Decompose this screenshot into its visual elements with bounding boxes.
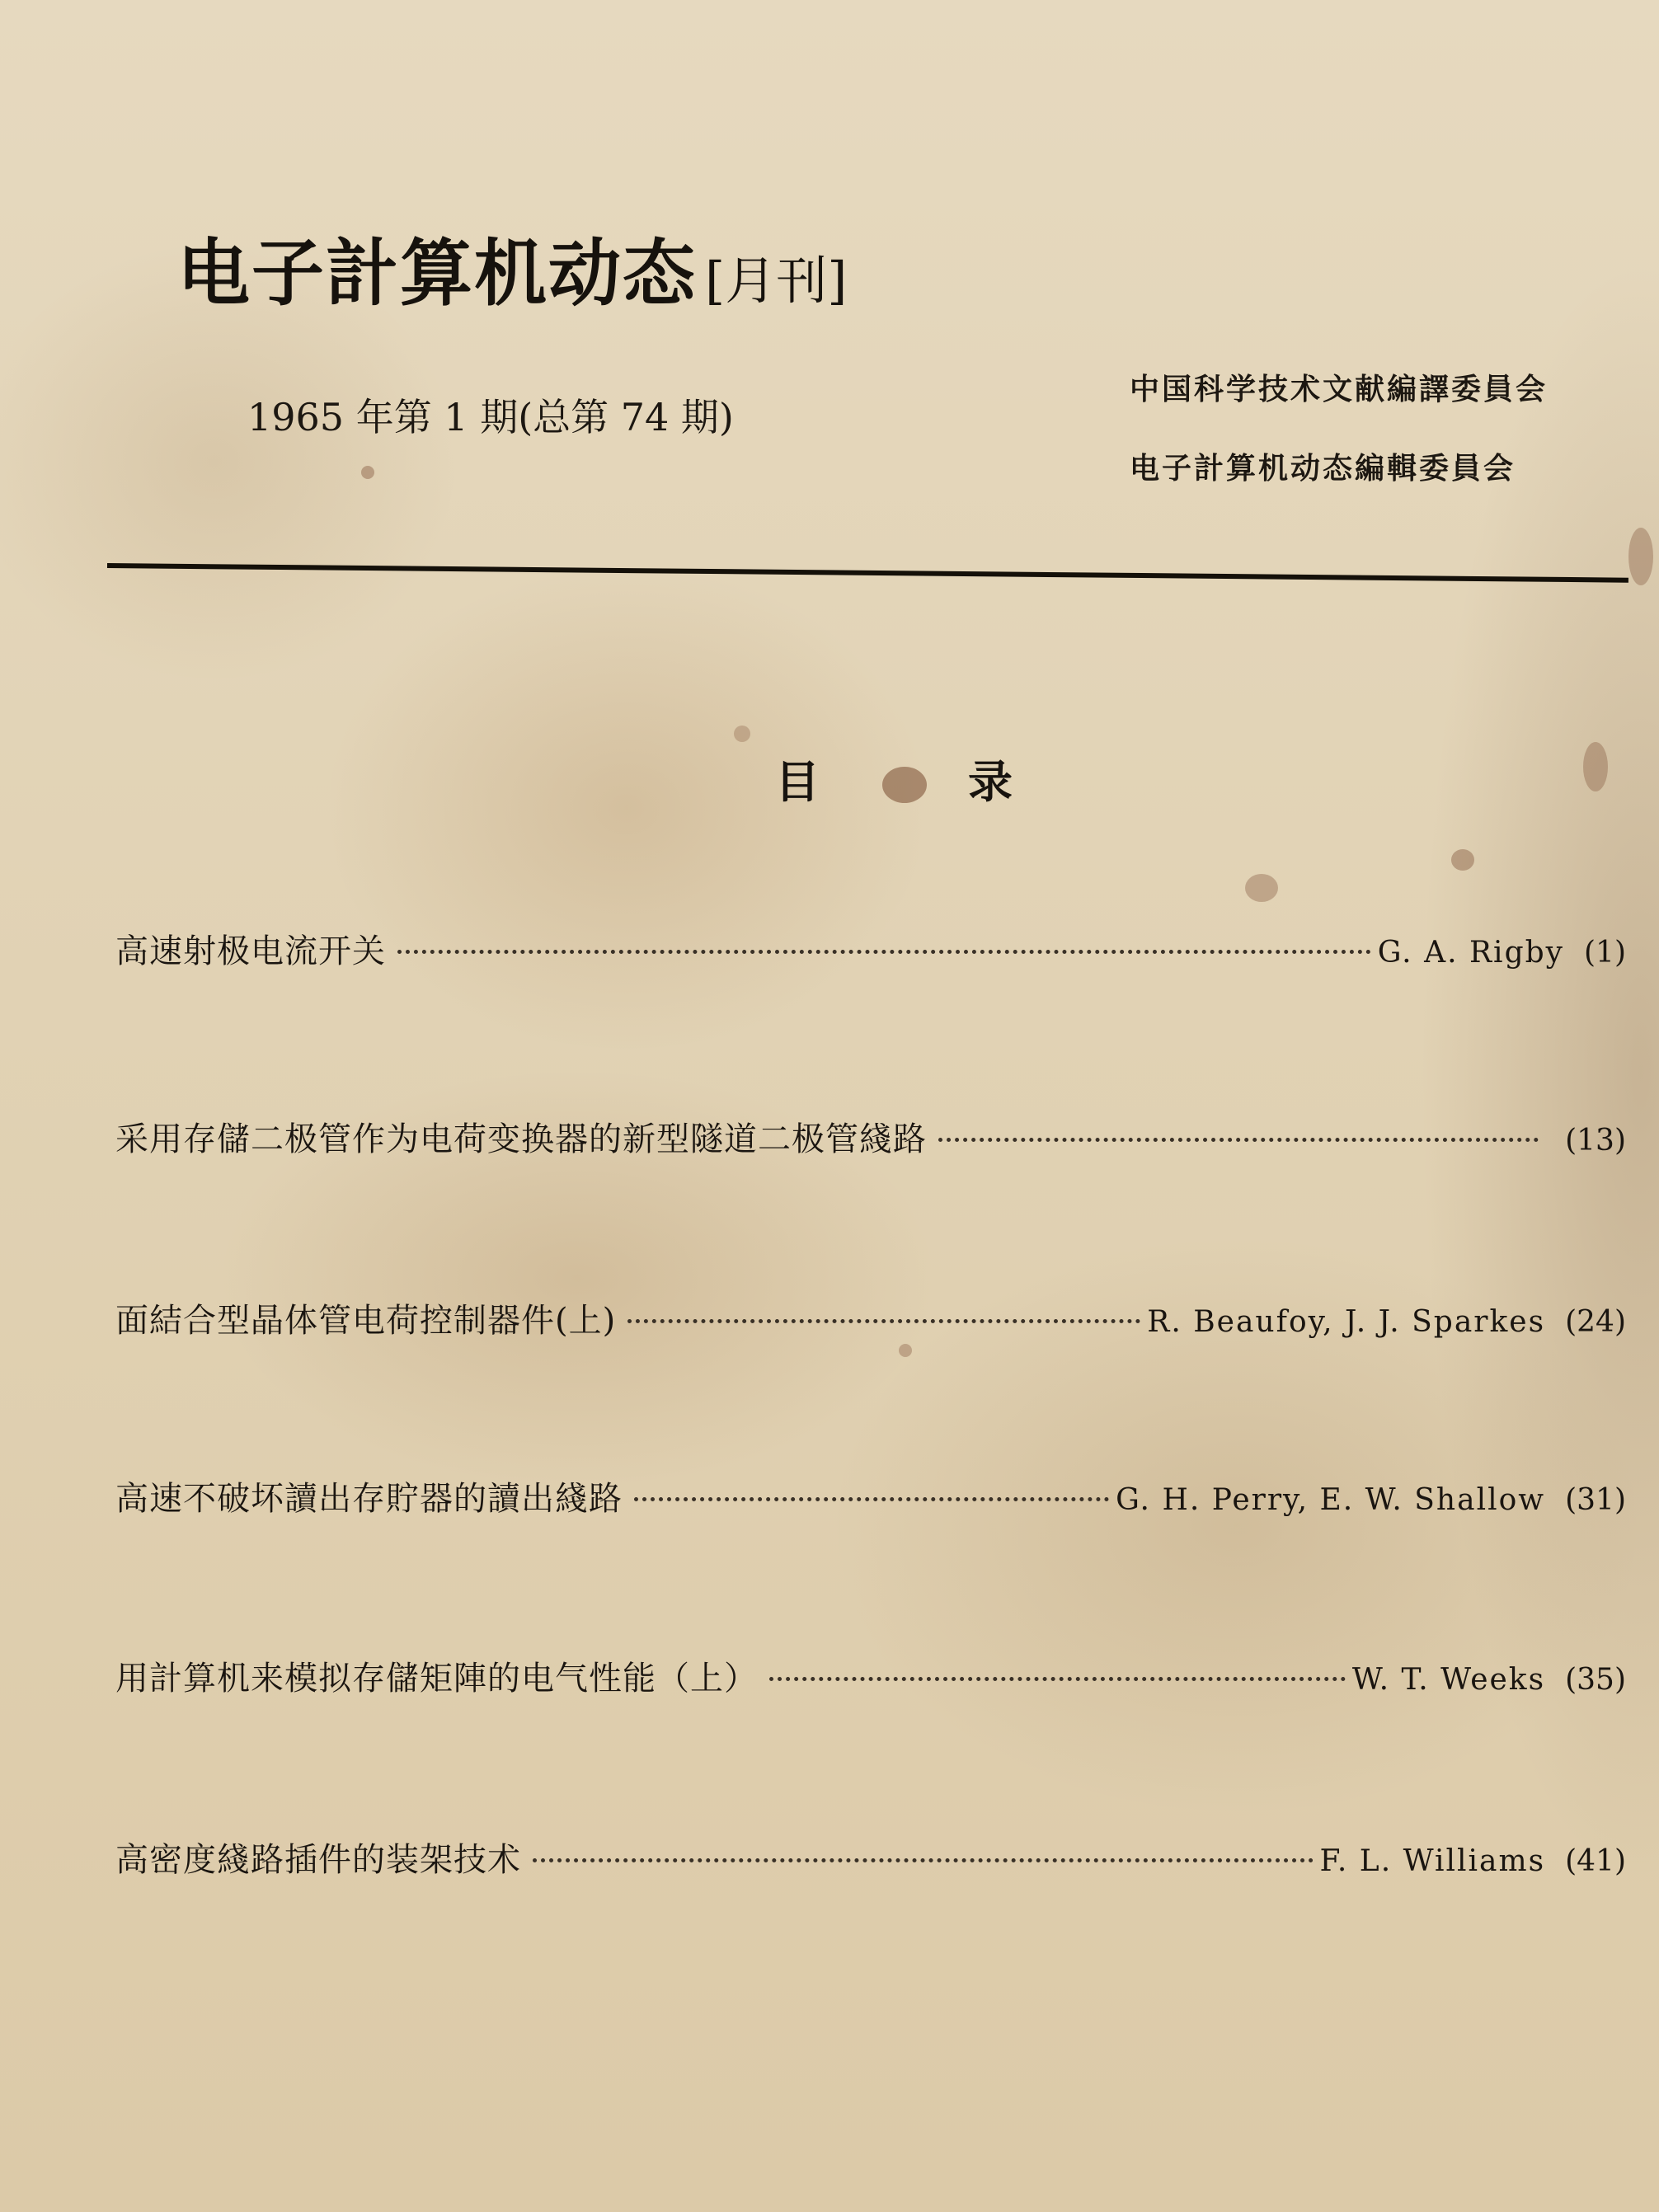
toc-entry-title: 采用存儲二极管作为电荷变换器的新型隧道二极管綫路 [115, 1120, 927, 1158]
toc-entry-page: (41) [1565, 1844, 1626, 1878]
stain-spot [899, 1344, 912, 1357]
journal-frequency: [月刊] [705, 251, 848, 311]
toc-entry-title: 高密度綫路插件的装架技术 [115, 1841, 521, 1879]
toc-dot-leader [397, 950, 1371, 954]
toc-entry-author: G. A. Rigby [1377, 936, 1564, 970]
toc-entry-author: R. Beaufoy, J. J. Sparkes [1147, 1305, 1546, 1339]
toc-entry-page: (24) [1565, 1305, 1626, 1339]
stain-spot [1628, 528, 1653, 585]
stain-spot [1451, 849, 1474, 871]
toc-heading: 目录 [775, 756, 1161, 808]
toc-entry-author: G. H. Perry, E. W. Shallow [1116, 1483, 1546, 1517]
toc-entry-title: 面結合型晶体管电荷控制器件(上) [115, 1302, 617, 1340]
journal-masthead [177, 216, 847, 320]
journal-title: 电子計算机动态 [177, 231, 698, 316]
toc-entry [115, 1472, 1626, 1519]
toc-entry-page: (35) [1565, 1663, 1626, 1697]
issue-number: 1965 年第 1 期(总第 74 期) [247, 395, 734, 439]
toc-dot-leader [769, 1677, 1346, 1681]
toc-entry [115, 925, 1626, 972]
publisher-line-1: 中国科学技术文献編譯委員会 [1130, 373, 1549, 406]
toc-entry-page: (1) [1584, 936, 1626, 970]
toc-entry [115, 1294, 1626, 1341]
toc-entry-author: W. T. Weeks [1351, 1663, 1546, 1697]
stain-spot [734, 726, 750, 742]
toc-dot-leader [533, 1858, 1314, 1862]
header-divider [107, 563, 1628, 583]
publisher-line-2: 电子計算机动态編輯委員会 [1130, 452, 1516, 486]
toc-entry-page: (13) [1565, 1124, 1626, 1158]
toc-entry-page: (31) [1565, 1483, 1626, 1517]
stain-spot [1583, 742, 1608, 791]
stain-spot [1245, 874, 1278, 902]
toc-entry-title: 用計算机来模拟存儲矩陣的电气性能（上） [115, 1660, 758, 1698]
stain-spot [361, 466, 374, 479]
toc-entry [115, 1113, 1626, 1160]
toc-entry-title: 高速不破坏讀出存貯器的讀出綫路 [115, 1480, 623, 1518]
toc-entry [115, 1652, 1626, 1699]
toc-dot-leader [938, 1138, 1539, 1142]
toc-entry [115, 1834, 1626, 1881]
toc-entry-title: 高速射极电流开关 [115, 932, 386, 970]
toc-dot-leader [627, 1319, 1140, 1323]
toc-entry-author: F. L. Williams [1319, 1844, 1546, 1878]
toc-dot-leader [634, 1497, 1109, 1501]
